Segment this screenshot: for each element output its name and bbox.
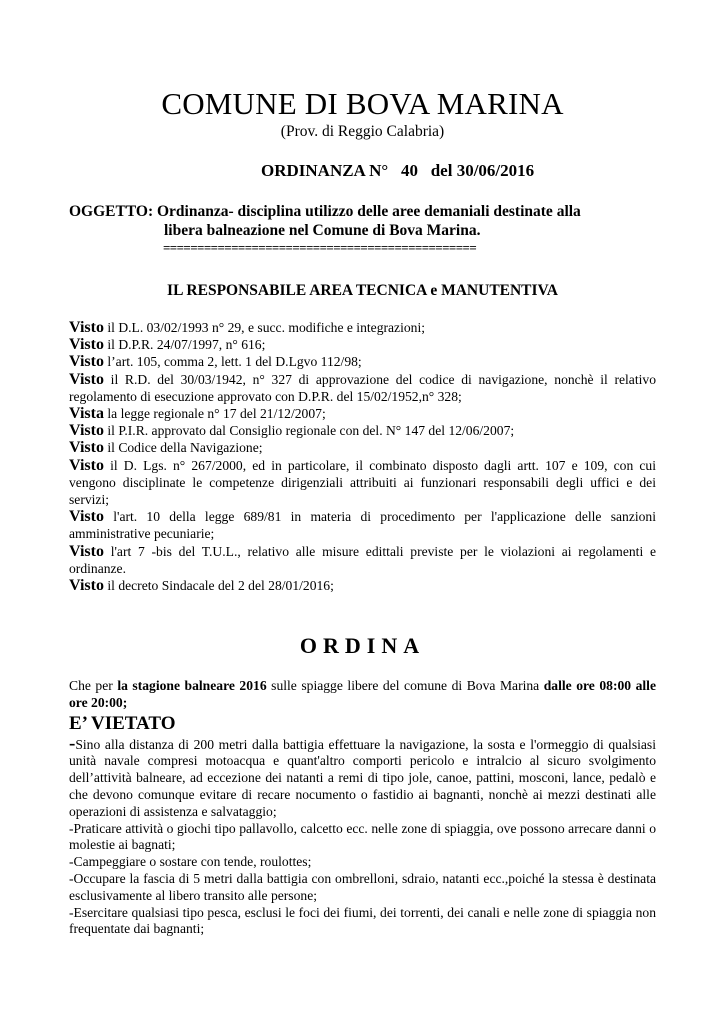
- ordinance-number: ORDINANZA N° 40 del 30/06/2016: [261, 161, 535, 180]
- ordinance-body: [69, 678, 656, 938]
- visto-item: Visto il decreto Sindacale del 2 del 28/01/2016;: [69, 577, 334, 595]
- rule-item: -Campeggiare o sostare con tende, roulottes;: [69, 854, 312, 870]
- municipality-title: COMUNE DI BOVA MARINA: [161, 86, 564, 121]
- visto-item: Visto il Codice della Navigazione;: [69, 439, 263, 457]
- authority-heading: IL RESPONSABILE AREA TECNICA e MANUTENTIVA: [167, 282, 558, 299]
- visto-item: Visto l'art 7 -bis del T.U.L., relativo alle misure edittali previste per le violazioni ai regolamenti e ordinanze.: [69, 542, 656, 576]
- rule-item: -Sino alla distanza di 200 metri dalla battigia effettuare la navigazione, la sosta e l'ormeggio di qualsiasi unità navale compresi motoacqua e quant'altro comporti pericolo e intralcio al sicuro svolgimento dell’attività balneare, ad eccezione dei natanti a remi di tipo jole, canoe, pattini, mosconi, lance, pedalò e che devono comunque evitare di recare nocumento o fastidio ai bagnanti, nonchè ai mezzi destinati alle operazioni di assistenza e salvataggio;: [69, 732, 656, 819]
- rule-item: -Occupare la fascia di 5 metri dalla battigia con ombrelloni, sdraio, natanti ecc.,poiché la stessa è destinata esclusivamente al libero transito alle persone;: [69, 870, 656, 903]
- rule-item: -Praticare attività o giochi tipo pallavollo, calcetto ecc. nelle zone di spiaggia, ove possono arrecare danni o molestie ai bagnati;: [69, 820, 656, 853]
- prohibited-heading: E’ VIETATO: [69, 712, 176, 734]
- separator-line: ==============================================: [163, 241, 477, 255]
- rule-item: -Esercitare qualsiasi tipo pesca, esclusi le foci dei fiumi, dei torrenti, dei canali e nelle zone di spiaggia non frequentate dai bagnanti;: [69, 904, 656, 937]
- visto-item: Visto l'art. 10 della legge 689/81 in materia di procedimento per l'applicazione delle sanzioni amministrative pecuniarie;: [69, 508, 656, 542]
- visto-item: Visto il D.P.R. 24/07/1997, n° 616;: [69, 336, 266, 354]
- province-subtitle: (Prov. di Reggio Calabria): [280, 123, 445, 140]
- visto-item: Visto il D.L. 03/02/1993 n° 29, e succ. modifiche e integrazioni;: [69, 319, 426, 336]
- visto-item: Visto il D. Lgs. n° 267/2000, ed in particolare, il combinato disposto dagli artt. 107 e 109, con cui vengono disciplinate le competenze dirigenziali attribuiti ai funzionari responsabili degli uffici e dei servizi;: [69, 456, 656, 508]
- visto-item: Vista la legge regionale n° 17 del 21/12/2007;: [69, 405, 326, 423]
- visto-item: Visto l’art. 105, comma 2, lett. 1 del D.Lgvo 112/98;: [69, 353, 362, 371]
- visto-item: Visto il R.D. del 30/03/1942, n° 327 di approvazione del codice di navigazione, nonchè il relativo regolamento di esecuzione approvato con D.P.R. del 15/02/1952,n° 328;: [69, 370, 656, 404]
- subject-block: [69, 202, 581, 240]
- visto-item: Visto il P.I.R. approvato dal Consiglio regionale con del. N° 147 del 12/06/2007;: [69, 422, 515, 440]
- season-intro: Che per la stagione balneare 2016 sulle spiagge libere del comune di Bova Marina dalle ore 08:00 alle ore 20:00;: [69, 678, 656, 710]
- subject-line-2: libera balneazione nel Comune di Bova Marina.: [164, 222, 481, 239]
- ordina-heading: ORDINA: [299, 633, 426, 658]
- subject-line-1: OGGETTO: Ordinanza- disciplina utilizzo delle aree demaniali destinate alla: [69, 203, 581, 220]
- visti-list: [69, 319, 656, 594]
